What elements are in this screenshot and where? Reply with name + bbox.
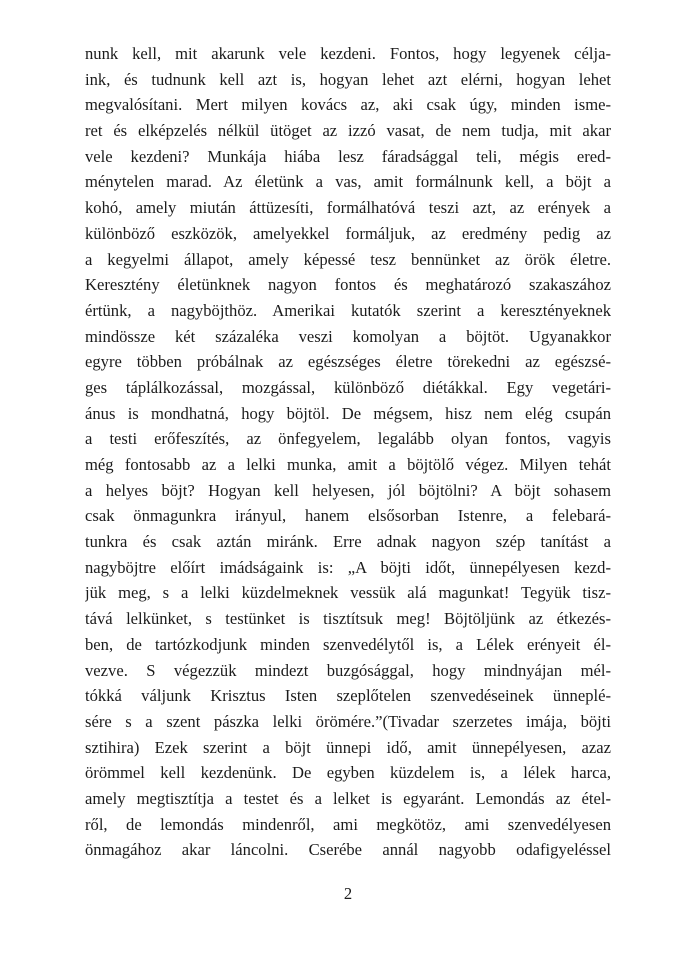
text-line: tunkra és csak aztán miránk. Erre adnak nagyon szép tanítást a <box>85 532 611 552</box>
text-line: jük meg, s a lelki küzdelmeknek vessük alá magunkat! Tegyük tisz- <box>85 583 611 603</box>
text-line: Keresztény életünknek nagyon fontos és meghatározó szakaszához <box>85 275 611 295</box>
text-line: mindössze két százaléka veszi komolyan a böjtöt. Ugyanakkor <box>85 326 611 346</box>
text-line: tókká váljunk Krisztus Isten szeplőtelen szenvedéseinek ünneplé- <box>85 686 611 706</box>
text-line: kohó, amely miután áttüzesíti, formálhatóvá teszi azt, az erények a <box>85 198 611 218</box>
text-line: a kegyelmi állapot, amely képessé tesz bennünket az örök életre. <box>85 249 611 269</box>
text-line: sére s a szent pászka lelki örömére.”(Tivadar szerzetes imája, böjti <box>85 711 611 731</box>
text-line: még fontosabb az a lelki munka, amit a böjtölő végez. Milyen tehát <box>85 455 611 474</box>
text-line: ges táplálkozással, mozgással, különböző diétákkal. Egy vegetári- <box>85 377 611 397</box>
text-line: a testi erőfeszítés, az önfegyelem, legalább olyan fontos, vagyis <box>85 429 611 449</box>
text-line: csak önmagunkra irányul, hanem elsősorban Istenre, a felebará- <box>85 506 611 526</box>
text-line: ben, de tartózkodjunk minden szenvedélytől is, a Lélek erényeit él- <box>85 634 611 654</box>
text-line: nagyböjtre előírt imádságaink is: „A böjti időt, ünnepélyesen kezd- <box>85 557 611 577</box>
text-line: ánus is mondhatná, hogy böjtöl. De mégsem, hisz nem elég csupán <box>85 403 611 423</box>
text-line: amely megtisztítja a testet és a lelket is egyaránt. Lemondás az étel- <box>85 788 611 808</box>
text-line: a helyes böjt? Hogyan kell helyesen, jól böjtölni? A böjt sohasem <box>85 480 611 500</box>
text-line: ret és elképzelés nélkül ütöget az izzó vasat, de nem tudja, mit akar <box>85 121 611 141</box>
body-text <box>85 41 611 863</box>
text-line: ménytelen marad. Az életünk a vas, amit formálnunk kell, a böjt a <box>85 172 611 192</box>
text-line: különböző eszközök, amelyekkel formáljuk, az eredmény pedig az <box>85 223 611 243</box>
text-line: értünk, a nagyböjthöz. Amerikai kutatók szerint a keresztényeknek <box>85 300 611 320</box>
text-line: önmagához akar láncolni. Cserébe annál nagyobb odafigyeléssel <box>85 840 611 860</box>
text-line: örömmel kell kezdenünk. De egyben küzdelem is, a lélek harca, <box>85 763 611 783</box>
text-line: egyre többen próbálnak az egészséges életre törekedni az egészsé- <box>85 352 611 372</box>
text-line: vele kezdeni? Munkája hiába lesz fáradsággal teli, mégis ered- <box>85 146 611 166</box>
text-line: sztihira) Ezek szerint a böjt ünnepi idő, amit ünnepélyesen, azaz <box>85 737 611 757</box>
text-line: megvalósítani. Mert milyen kovács az, aki csak úgy, minden isme- <box>85 95 611 115</box>
text-line: ről, de lemondás mindenről, ami megkötöz, ami szenvedélyesen <box>85 814 611 834</box>
text-line: ink, és tudnunk kell azt is, hogyan lehet azt elérni, hogyan lehet <box>85 69 611 89</box>
text-line: tává lelkünket, s testünket is tisztítsuk meg! Böjtöljünk az étkezés- <box>85 609 611 629</box>
text-line: nunk kell, mit akarunk vele kezdeni. Fontos, hogy legyenek célja- <box>85 44 611 63</box>
text-line: vezve. S végezzük mindezt buzgósággal, hogy mindnyájan mél- <box>85 660 611 680</box>
page-number: 2 <box>343 884 353 903</box>
